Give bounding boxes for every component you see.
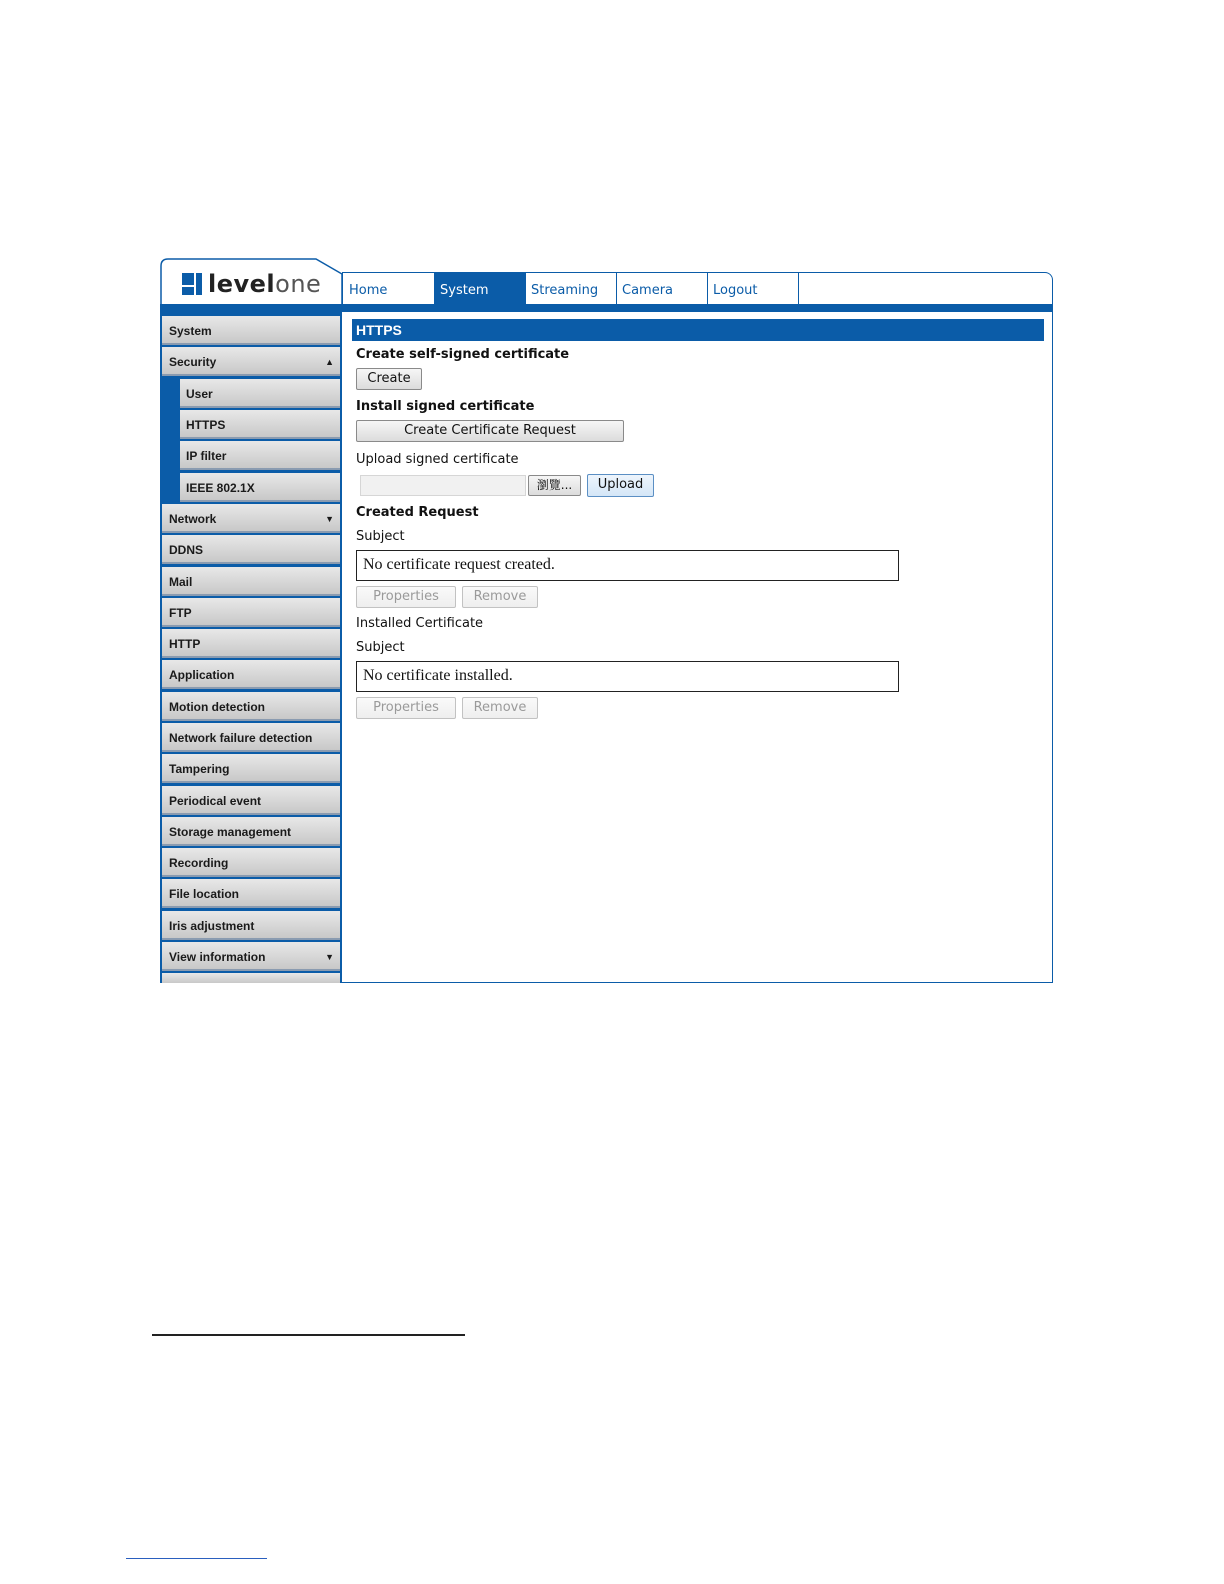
- sidebar-item-system[interactable]: [162, 316, 340, 345]
- created-request-remove-button[interactable]: Remove: [462, 586, 538, 608]
- sidebar-item-label: Motion detection: [169, 700, 265, 714]
- sidebar-item-label: User: [186, 387, 213, 401]
- sidebar-item-motion-detection[interactable]: [162, 692, 340, 721]
- sidebar-item-label: DDNS: [169, 543, 204, 557]
- sidebar-item-label: IP filter: [186, 449, 227, 463]
- sidebar-item-label: File location: [169, 887, 240, 901]
- upload-button[interactable]: Upload: [587, 474, 654, 497]
- tab-streaming[interactable]: Streaming: [526, 273, 617, 304]
- sidebar-item-http[interactable]: [162, 629, 340, 658]
- tab-system[interactable]: System: [435, 273, 526, 304]
- tab-logout[interactable]: Logout: [708, 273, 799, 304]
- sidebar-item-mail[interactable]: [162, 567, 340, 596]
- sidebar-item-ftp[interactable]: [162, 598, 340, 627]
- sidebar-item-label: Mail: [169, 575, 193, 589]
- sidebar-item-label: System: [169, 324, 212, 338]
- logo-tab: [160, 258, 344, 304]
- installed-subject-field: No certificate installed.: [356, 661, 899, 692]
- browse-button[interactable]: 瀏覽...: [528, 475, 581, 496]
- down-arrow-icon: ▼: [325, 952, 334, 962]
- install-heading: Install signed certificate: [356, 399, 535, 414]
- levelone-logo: [182, 270, 321, 298]
- created-request-properties-button[interactable]: Properties: [356, 586, 456, 608]
- sidebar-item-iris-adjustment[interactable]: [162, 911, 340, 940]
- sidebar-item-user[interactable]: [180, 379, 340, 408]
- sidebar-item-label: Security: [169, 355, 217, 369]
- sidebar-item-security[interactable]: [162, 347, 340, 376]
- self-signed-heading: Create self-signed certificate: [356, 347, 570, 362]
- tab-camera[interactable]: Camera: [617, 273, 708, 304]
- sidebar-item-partial: [162, 973, 340, 983]
- footer-link-underline: [126, 1558, 267, 1559]
- installed-subject-label: Subject: [356, 640, 405, 655]
- sidebar-item-network-failure-detection[interactable]: [162, 723, 340, 752]
- sidebar-item-recording[interactable]: [162, 848, 340, 877]
- up-arrow-icon: ▲: [325, 357, 334, 367]
- certificate-file-input[interactable]: [360, 475, 526, 496]
- sidebar-item-tampering[interactable]: [162, 754, 340, 783]
- sidebar-item-label: HTTP: [169, 637, 201, 651]
- sidebar: [160, 312, 344, 983]
- sidebar-item-label: Iris adjustment: [169, 919, 255, 933]
- sidebar-item-view-information[interactable]: [162, 942, 340, 971]
- sidebar-item-label: IEEE 802.1X: [186, 481, 255, 495]
- installed-properties-button[interactable]: Properties: [356, 697, 456, 719]
- sidebar-item-ddns[interactable]: [162, 535, 340, 564]
- sidebar-item-label: Storage management: [169, 825, 292, 839]
- sidebar-item-ip-filter[interactable]: [180, 441, 340, 470]
- page-title: HTTPS: [352, 319, 1044, 341]
- created-request-subject-field: No certificate request created.: [356, 550, 899, 581]
- logo-text: levelone: [208, 270, 322, 298]
- installed-certificate-heading: Installed Certificate: [356, 616, 484, 631]
- footnote-rule: [152, 1334, 465, 1336]
- logo-mark-icon: [182, 273, 202, 295]
- sidebar-item-label: Recording: [169, 856, 229, 870]
- sidebar-item-label: HTTPS: [186, 418, 226, 432]
- camera-web-ui: [160, 258, 1053, 983]
- main-content: [342, 312, 1053, 983]
- sidebar-item-label: FTP: [169, 606, 192, 620]
- installed-remove-button[interactable]: Remove: [462, 697, 538, 719]
- down-arrow-icon: ▼: [325, 514, 334, 524]
- sidebar-item-https[interactable]: [180, 410, 340, 439]
- tab-home[interactable]: Home: [344, 273, 435, 304]
- sidebar-item-storage-management[interactable]: [162, 817, 340, 846]
- upload-label: Upload signed certificate: [356, 452, 519, 467]
- sidebar-item-application[interactable]: [162, 660, 340, 689]
- sidebar-item-label: Application: [169, 668, 235, 682]
- sidebar-item-label: Periodical event: [169, 794, 262, 808]
- create-button[interactable]: Create: [356, 368, 422, 390]
- created-request-subject-label: Subject: [356, 529, 405, 544]
- top-nav: [344, 273, 799, 304]
- create-certificate-request-button[interactable]: Create Certificate Request: [356, 420, 624, 442]
- sidebar-item-label: Network failure detection: [169, 731, 313, 745]
- sidebar-item-label: Tampering: [169, 762, 230, 776]
- created-request-heading: Created Request: [356, 505, 479, 520]
- sidebar-item-periodical-event[interactable]: [162, 786, 340, 815]
- sidebar-item-label: View information: [169, 950, 266, 964]
- nav-underline-bar: [160, 304, 1053, 312]
- sidebar-item-ieee-8021x[interactable]: [180, 473, 340, 502]
- sidebar-item-label: Network: [169, 512, 217, 526]
- sidebar-item-network[interactable]: [162, 504, 340, 533]
- sidebar-item-file-location[interactable]: [162, 879, 340, 908]
